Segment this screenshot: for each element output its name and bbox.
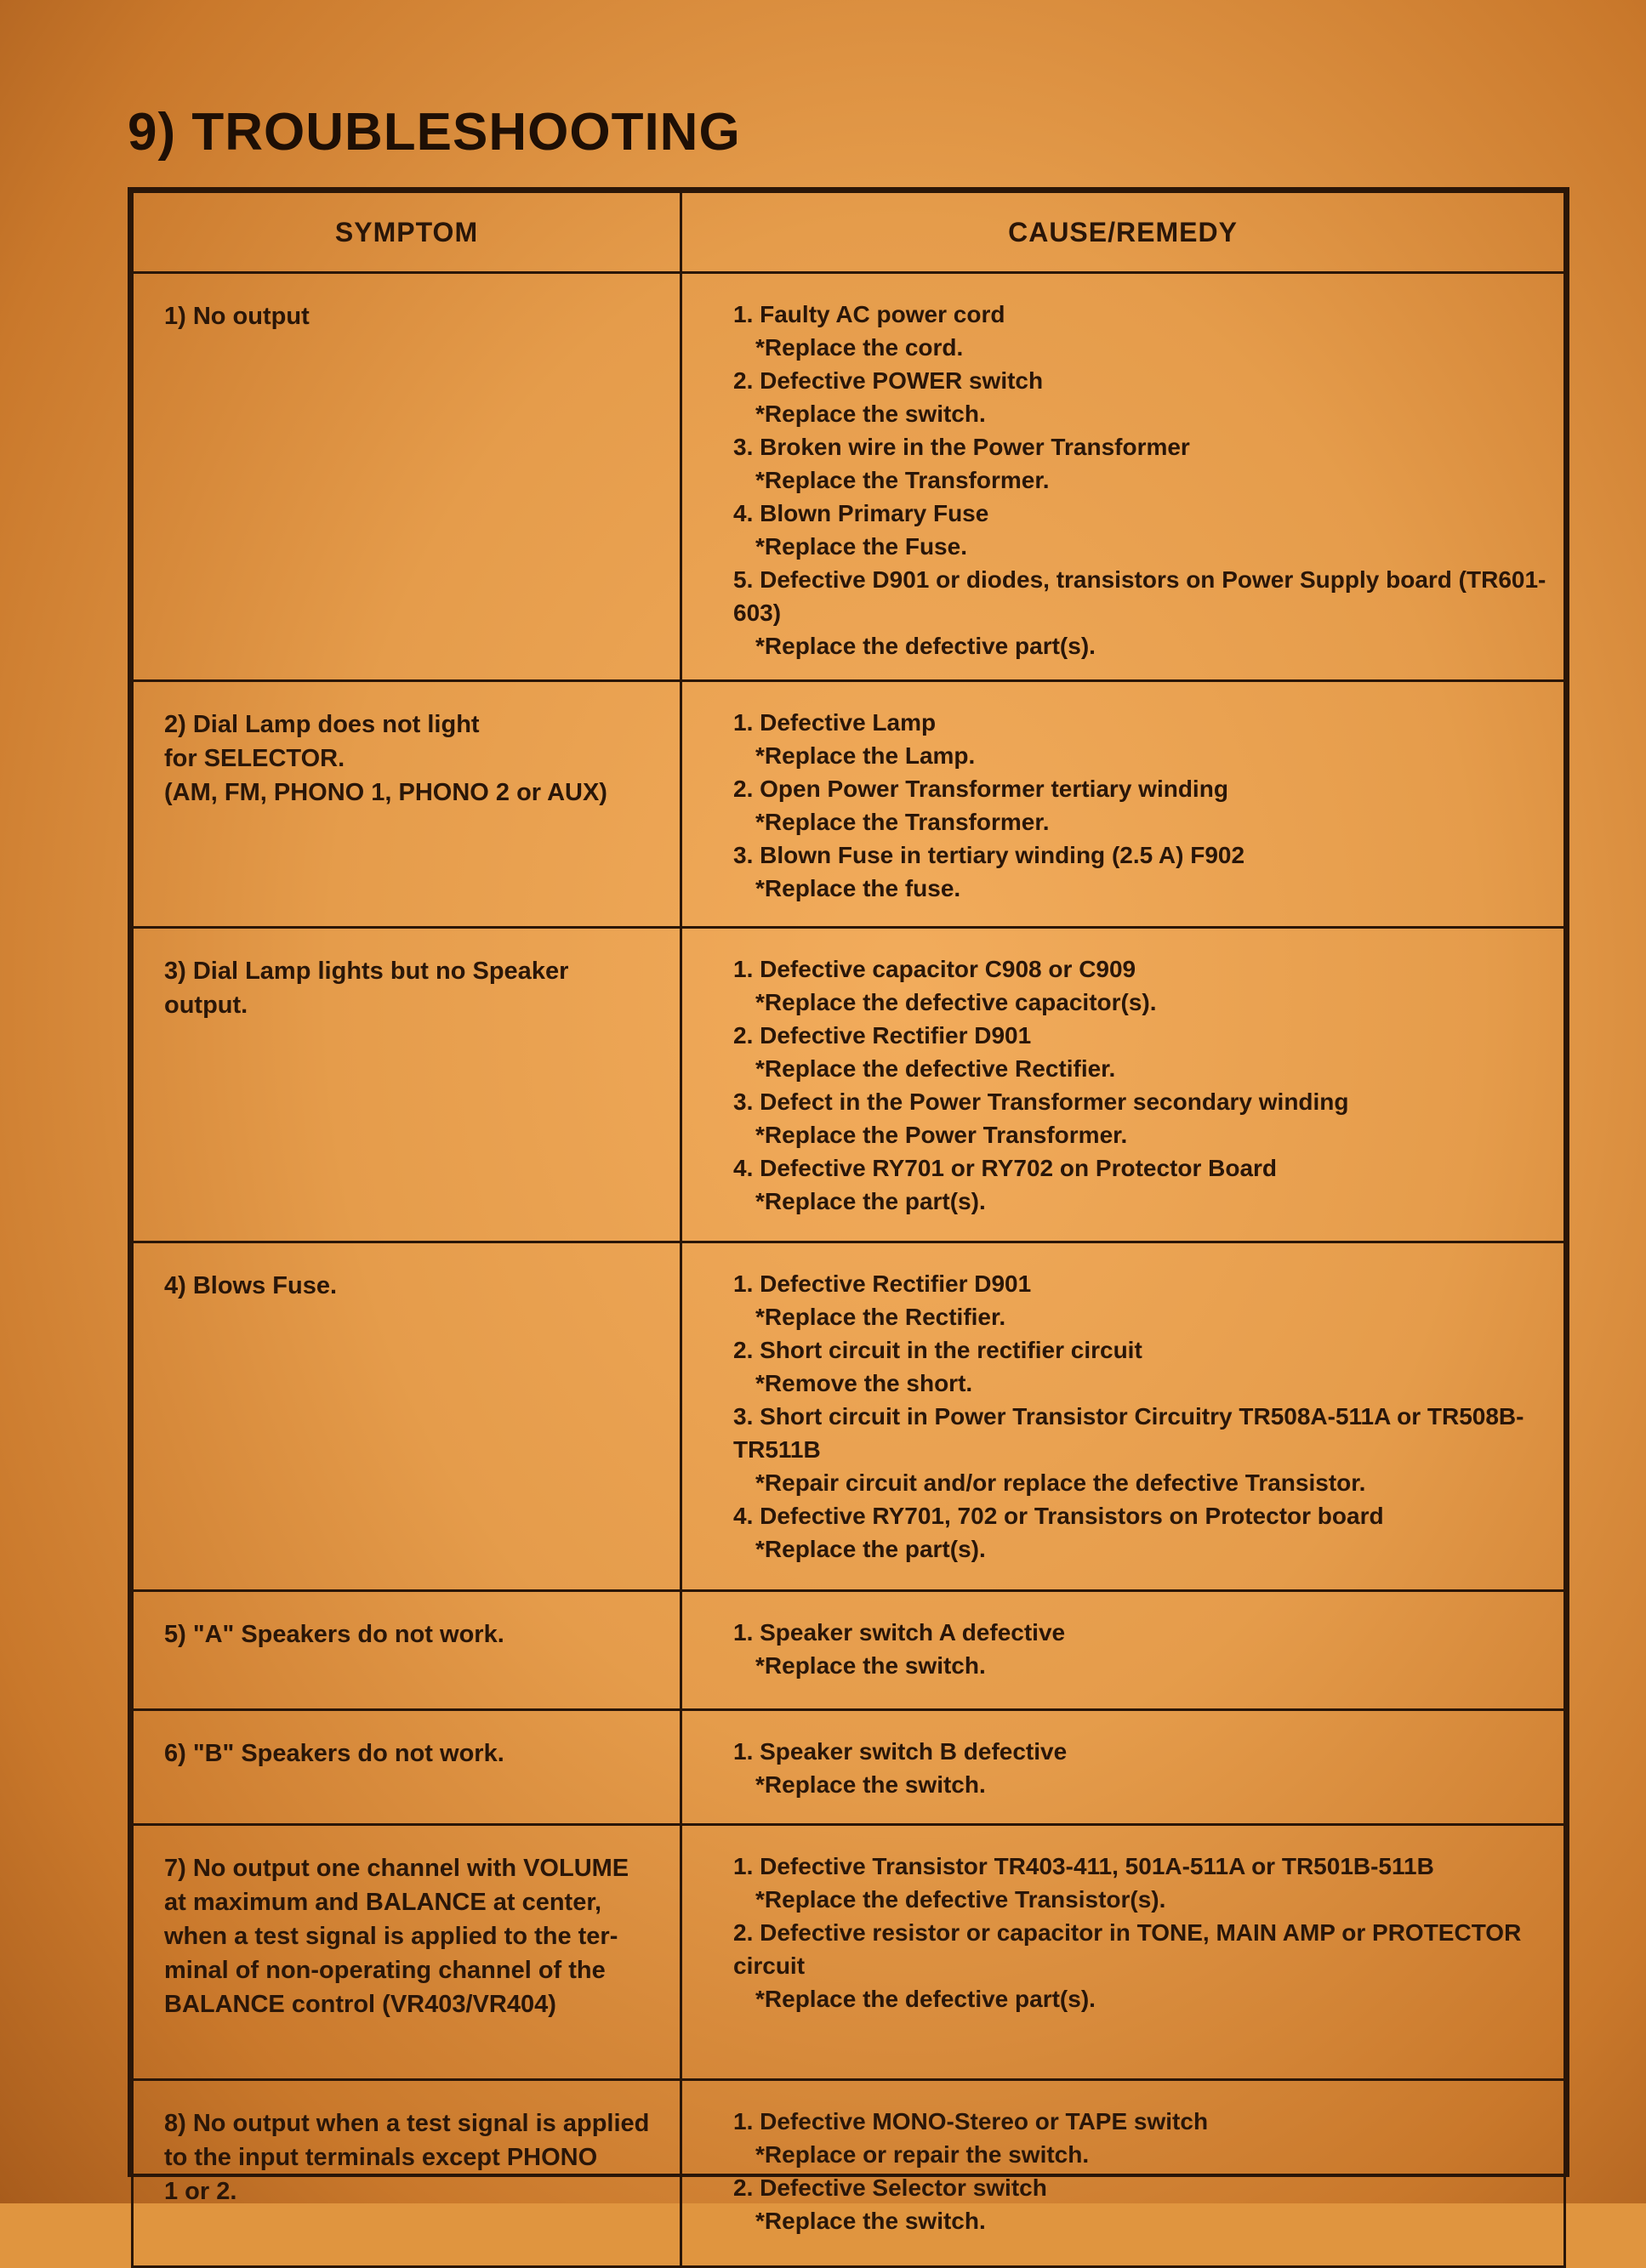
symptom-cell — [133, 1825, 681, 2080]
cause-text: 2. Defective Selector switch — [733, 2174, 1047, 2201]
cause-text: 3. Short circuit in Power Transistor Circuitry TR508A-511A or TR508B-TR511B — [733, 1403, 1524, 1463]
symptom-text: 8) No output when a test signal is applied to the input terminals except PHONO 1 or 2. — [164, 2110, 650, 2205]
cause-item — [733, 706, 1546, 772]
symptom-cell — [133, 928, 681, 1242]
cause-item — [733, 1400, 1546, 1499]
remedy-text: *Replace the defective capacitor(s). — [755, 989, 1157, 1015]
cause-item — [733, 563, 1546, 662]
table-row — [133, 1710, 1565, 1825]
cause-item — [733, 1916, 1546, 2015]
troubleshooting-table — [131, 190, 1566, 2268]
table-row — [133, 1591, 1565, 1710]
symptom-column-header: SYMPTOM — [133, 192, 681, 273]
remedy-text: *Replace the defective part(s). — [755, 1986, 1096, 2012]
cause-item — [733, 1850, 1546, 1916]
cause-item — [733, 2171, 1546, 2237]
remedy-text: *Replace the Transformer. — [755, 467, 1050, 493]
cause-text: 4. Defective RY701 or RY702 on Protector Board — [733, 1155, 1278, 1181]
cause-text: 2. Defective resistor or capacitor in TONE, MAIN AMP or PROTECTOR circuit — [733, 1919, 1522, 1979]
remedy-text: *Replace the switch. — [755, 401, 986, 427]
table-row — [133, 273, 1565, 681]
cause-text: 1. Speaker switch A defective — [733, 1619, 1066, 1646]
remedy-text: *Replace the defective Transistor(s). — [755, 1886, 1166, 1913]
cause-text: 2. Short circuit in the rectifier circuit — [733, 1337, 1142, 1363]
symptom-cell — [133, 681, 681, 928]
cause-text: 3. Blown Fuse in tertiary winding (2.5 A) F902 — [733, 842, 1245, 868]
remedy-text: *Repair circuit and/or replace the defective Transistor. — [755, 1469, 1366, 1496]
cause-item — [733, 772, 1546, 838]
remedy-text: *Replace the switch. — [755, 2208, 986, 2234]
cause-item — [733, 364, 1546, 430]
symptom-cell — [133, 1591, 681, 1710]
cause-item — [733, 1616, 1546, 1682]
remedy-text: *Replace the Transformer. — [755, 809, 1050, 835]
cause-remedy-cell — [681, 1242, 1565, 1591]
remedy-text: *Replace the Fuse. — [755, 533, 967, 560]
symptom-text: 5) "A" Speakers do not work. — [164, 1621, 504, 1648]
cause-item — [733, 430, 1546, 497]
cause-item — [733, 1735, 1546, 1801]
cause-remedy-cell — [681, 1591, 1565, 1710]
cause-text: 1. Defective Rectifier D901 — [733, 1270, 1032, 1297]
cause-text: 2. Open Power Transformer tertiary winding — [733, 776, 1228, 802]
cause-text: 3. Broken wire in the Power Transformer — [733, 434, 1190, 460]
remedy-text: *Replace the Lamp. — [755, 742, 976, 769]
cause-item — [733, 1151, 1546, 1218]
cause-item — [733, 1019, 1546, 1085]
remedy-text: *Replace the switch. — [755, 1652, 986, 1679]
remedy-text: *Replace the defective part(s). — [755, 633, 1096, 659]
cause-item — [733, 298, 1546, 364]
remedy-text: *Replace the switch. — [755, 1771, 986, 1798]
cause-text: 4. Defective RY701, 702 or Transistors on Protector board — [733, 1503, 1384, 1529]
cause-item — [733, 952, 1546, 1019]
symptom-cell — [133, 1710, 681, 1825]
table-row — [133, 1242, 1565, 1591]
cause-remedy-cell — [681, 2080, 1565, 2267]
cause-text: 1. Speaker switch B defective — [733, 1738, 1068, 1765]
cause-remedy-cell — [681, 928, 1565, 1242]
symptom-cell — [133, 1242, 681, 1591]
remedy-text: *Replace the Rectifier. — [755, 1304, 1006, 1330]
cause-item — [733, 838, 1546, 905]
remedy-text: *Replace the part(s). — [755, 1536, 986, 1562]
table-row — [133, 2080, 1565, 2267]
remedy-text: *Replace the cord. — [755, 334, 964, 361]
cause-text: 1. Defective capacitor C908 or C909 — [733, 956, 1136, 982]
cause-item — [733, 1333, 1546, 1400]
cause-remedy-cell — [681, 273, 1565, 681]
cause-remedy-cell — [681, 1710, 1565, 1825]
remedy-text: *Replace the part(s). — [755, 1188, 986, 1214]
cause-item — [733, 1267, 1546, 1333]
remedy-text: *Remove the short. — [755, 1370, 973, 1396]
symptom-text: 7) No output one channel with VOLUME at maximum and BALANCE at center, when a test signal is applied to the ter- minal of non-operating channel of the BALANCE control (VR403/VR404) — [164, 1855, 629, 2018]
table-row — [133, 681, 1565, 928]
symptom-text: 3) Dial Lamp lights but no Speaker output. — [164, 958, 569, 1019]
cause-remedy-cell — [681, 681, 1565, 928]
cause-text: 3. Defect in the Power Transformer secondary winding — [733, 1089, 1349, 1115]
remedy-text: *Replace the Power Transformer. — [755, 1122, 1128, 1148]
remedy-text: *Replace the fuse. — [755, 875, 961, 901]
table-row — [133, 928, 1565, 1242]
symptom-cell — [133, 273, 681, 681]
cause-text: 4. Blown Primary Fuse — [733, 500, 989, 526]
symptom-text: 2) Dial Lamp does not light for SELECTOR. (AM, FM, PHONO 1, PHONO 2 or AUX) — [164, 711, 607, 806]
symptom-text: 6) "B" Speakers do not work. — [164, 1740, 504, 1767]
cause-text: 1. Defective MONO-Stereo or TAPE switch — [733, 2108, 1209, 2134]
cause-text: 1. Faulty AC power cord — [733, 301, 1005, 327]
cause-text: 1. Defective Lamp — [733, 709, 937, 736]
remedy-text: *Replace the defective Rectifier. — [755, 1055, 1116, 1082]
cause-item — [733, 2105, 1546, 2171]
table-header-row — [133, 192, 1565, 273]
cause-text: 2. Defective Rectifier D901 — [733, 1022, 1032, 1049]
cause-text: 2. Defective POWER switch — [733, 367, 1044, 394]
table-row — [133, 1825, 1565, 2080]
cause-text: 1. Defective Transistor TR403-411, 501A-511A or TR501B-511B — [733, 1853, 1434, 1879]
cause-remedy-column-header: CAUSE/REMEDY — [681, 192, 1565, 273]
symptom-cell — [133, 2080, 681, 2267]
cause-item — [733, 1499, 1546, 1566]
cause-item — [733, 497, 1546, 563]
cause-text: 5. Defective D901 or diodes, transistors on Power Supply board (TR601-603) — [733, 566, 1546, 626]
page-title: 9) TROUBLESHOOTING — [128, 103, 741, 162]
cause-remedy-cell — [681, 1825, 1565, 2080]
table-body — [133, 273, 1565, 2267]
troubleshooting-table-frame — [128, 187, 1569, 2234]
remedy-text: *Replace or repair the switch. — [755, 2141, 1090, 2168]
symptom-text: 4) Blows Fuse. — [164, 1272, 338, 1299]
symptom-text: 1) No output — [164, 303, 310, 330]
cause-item — [733, 1085, 1546, 1151]
